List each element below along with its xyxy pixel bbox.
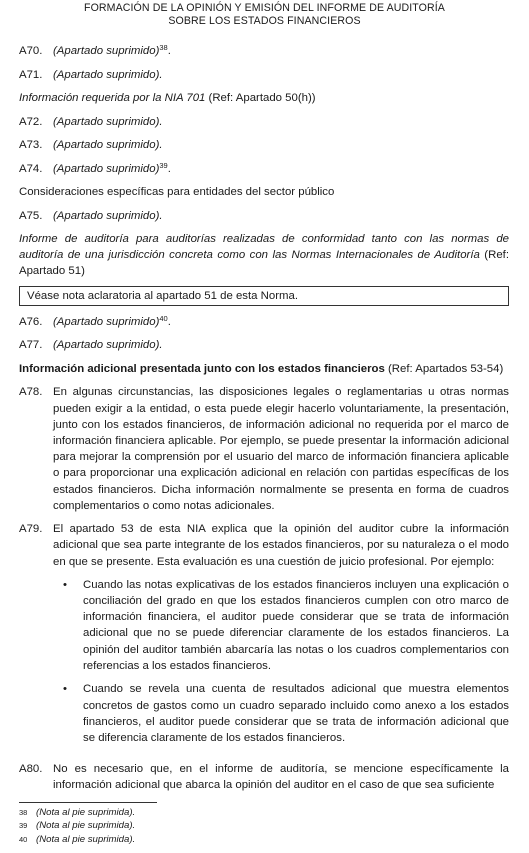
bullet-icon: • — [63, 683, 67, 696]
paragraph-text: (Apartado suprimido). — [53, 115, 163, 128]
paragraph-a77 — [19, 337, 509, 353]
bullet-list — [53, 577, 509, 746]
paragraph-a80 — [19, 761, 509, 793]
paragraph-label: A72. — [19, 115, 43, 128]
footnote-text: (Nota al pie suprimida). — [36, 833, 136, 845]
footnote-text: (Nota al pie suprimida). — [36, 820, 136, 832]
list-item: • Cuando las notas explicativas de los estados financieros incluyen una explicación o conciliación del grado en que los estados financieros cumplen con otro marco de información financiera, el auditor puede considerar que se trata de información adicional que no se puede diferenciar claramente de los estados financieros. La opinión del auditor también abarcaría las notas o los cuadros complementarios con referencias a los estados financieros. — [53, 577, 509, 674]
paragraph-a78 — [19, 384, 509, 514]
section-heading-public-sector: Consideraciones específicas para entidades del sector público — [19, 186, 335, 198]
page-header — [0, 2, 529, 27]
paragraph-text: (Apartado suprimido) — [53, 315, 160, 328]
paragraph-a74: A74. (Apartado suprimido)$^{39}$. — [19, 161, 509, 177]
footnote-divider — [19, 802, 157, 803]
footnote — [19, 806, 135, 819]
paragraph-text: (Apartado suprimido) — [53, 45, 160, 57]
paragraph-text: (Apartado suprimido) — [53, 162, 160, 175]
paragraph-label: A75. — [19, 209, 43, 222]
footnote — [19, 819, 135, 832]
paragraph-text: (Apartado suprimido). — [53, 139, 163, 151]
paragraph-a75 — [19, 208, 509, 224]
paragraph-label: A80. — [19, 762, 43, 775]
paragraph-text: (Apartado suprimido). — [53, 209, 163, 222]
section-heading-audit-report: Informe de auditoría para auditorías realizadas de conformidad tanto con las normas de auditoría de una jurisdicción concreta como con las Normas Internacionales de Auditoría (Ref: Apartado 51) — [19, 233, 509, 278]
paragraph-a72 — [19, 114, 509, 130]
header-line-1: FORMACIÓN DE LA OPINIÓN Y EMISIÓN DEL INFORME DE AUDITORÍA — [84, 2, 445, 14]
paragraph-text: El apartado 53 de esta NIA explica que la opinión del auditor cubre la información adicional que sea parte integrante de los estados financieros, por su naturaleza o el modo en que se presente. Esta evaluación es una cuestión de juicio profesional. Por ejemplo: — [53, 523, 509, 568]
paragraph-a79 — [19, 521, 509, 753]
paragraph-text: En algunas circunstancias, las disposiciones legales o reglamentarias u otras normas pueden exigir a la entidad, o esta puede elegir hacerlo voluntariamente, la presentación, junto con los estados financieros, de información adicional no requerida por el marco de información financiera aplicable. Por ejemplo, se puede presentar la información adicional para mejorar la comprensión por el usuario del marco de información financiera aplicable o para proporcionar una explicación adicional en relación con partidas específicas de los estados financieros. Dicha información normalmente se presenta en forma de cuadros complementarios o como notas adicionales. — [53, 386, 509, 512]
paragraph-a73 — [19, 137, 509, 153]
paragraph-a76: A76. (Apartado suprimido)$^{40}$. — [19, 314, 509, 330]
paragraph-text: No es necesario que, en el informe de auditoría, se mencione específicamente la información adicional que abarca la opinión del auditor en el caso de que sea suficiente — [53, 762, 509, 791]
footnote-number: 38 — [19, 808, 28, 817]
list-item: • Cuando se revela una cuenta de resultados adicional que muestra elementos concretos de gastos como un cuadro separado incluido como anexo a los estados financieros, el auditor puede considerar que se trata de información adicional que se diferencia claramente de los estados financieros. — [53, 681, 509, 746]
footnote-ref: 39 — [159, 160, 168, 170]
section-heading-additional-info: Información adicional presentada junto con los estados financieros (Ref: Apartados 53-54) — [19, 362, 504, 375]
footnote-ref: 38 — [159, 43, 168, 52]
paragraph-label: A74. — [19, 162, 43, 175]
section-heading-nia701: Información requerida por la NIA 701 (Ref: Apartado 50(h)) — [19, 92, 316, 104]
footnote — [19, 833, 135, 846]
footnote-ref: 40 — [159, 313, 168, 323]
paragraph-text: (Apartado suprimido). — [53, 68, 163, 81]
paragraph-label: A73. — [19, 139, 43, 151]
paragraph-label: A78. — [19, 386, 43, 399]
paragraph-label: A76. — [19, 315, 43, 328]
document-body — [19, 43, 509, 800]
bullet-icon: • — [63, 578, 67, 591]
paragraph-label: A77. — [19, 339, 43, 352]
paragraph-a71 — [19, 67, 509, 83]
paragraph-label: A70. — [19, 45, 43, 57]
header-line-2: SOBRE LOS ESTADOS FINANCIEROS — [168, 14, 361, 27]
paragraph-label: A71. — [19, 68, 43, 81]
footnote-number: 40 — [19, 834, 28, 844]
paragraph-text: (Apartado suprimido). — [53, 339, 163, 352]
footnote-number: 39 — [19, 821, 28, 831]
footnotes — [19, 806, 135, 846]
footnote-text: (Nota al pie suprimida). — [36, 807, 136, 818]
clarifying-note-box: Véase nota aclaratoria al apartado 51 de esta Norma. — [19, 286, 509, 306]
paragraph-a70: A70. (Apartado suprimido)$^{38}$. — [19, 43, 509, 59]
paragraph-label: A79. — [19, 523, 43, 536]
